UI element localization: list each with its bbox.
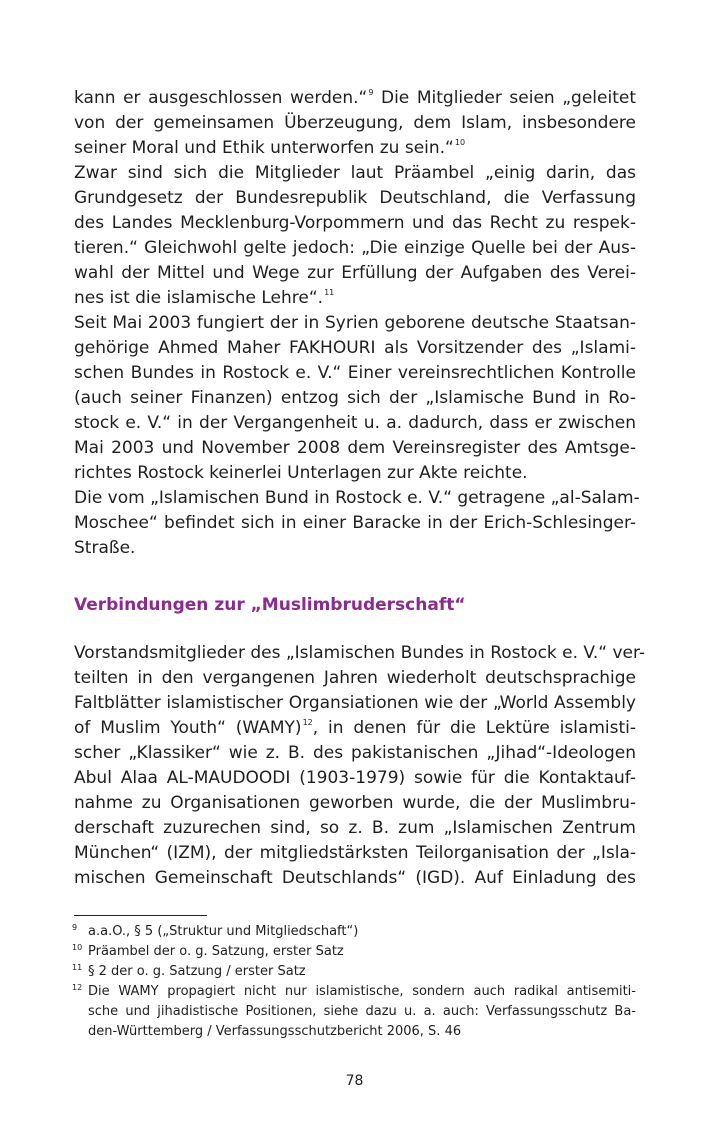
line-text: Straße.: [74, 538, 136, 558]
section-paragraph: [74, 641, 646, 891]
line-text: schen Bundes in Rostock e. V.“ Einer vereinsrechtlichen Kontrolle: [74, 363, 636, 383]
footnote-text: [88, 962, 636, 982]
text-line: [74, 766, 636, 791]
text-line: [74, 336, 636, 361]
page-body: [74, 86, 646, 891]
footnote-text: [88, 982, 636, 1042]
line-text-tail: Die Mitglieder seien „geleitet: [373, 88, 637, 108]
line-text: Mai 2003 und November 2008 dem Vereinsregister des Amtsge-: [74, 438, 636, 458]
text-line: [74, 211, 636, 236]
footnote: [74, 922, 636, 942]
text-line: [74, 461, 636, 486]
line-text: richtes Rostock keinerlei Unterlagen zur Akte reichte.: [74, 463, 528, 483]
line-text-tail: , in denen für die Lektüre islamisti-: [312, 718, 636, 738]
footnote-line: den-Württemberg / Verfassungsschutzbericht 2006, S. 46: [88, 1024, 462, 1039]
line-text: teilten in den vergangenen Jahren wiederholt deutschsprachige: [74, 668, 636, 688]
footnote-ref: 9: [368, 88, 374, 98]
paragraph: [74, 486, 640, 561]
text-line: [74, 866, 636, 891]
text-line: [74, 186, 636, 211]
line-text: des Landes Mecklenburg-Vorpommern und das Recht zu respek-: [74, 213, 636, 233]
footnote-line: Präambel der o. g. Satzung, erster Satz: [88, 944, 344, 959]
text-line: [74, 411, 636, 436]
footnote-line: § 2 der o. g. Satzung / erster Satz: [88, 964, 306, 979]
text-line: [74, 841, 636, 866]
footnote-ref: 10: [454, 138, 466, 148]
line-text: of Muslim Youth“ (WAMY): [74, 718, 302, 738]
paragraph: [74, 161, 636, 311]
line-text: München“ (IZM), der mitgliedstärksten Teilorganisation der „Isla-: [74, 843, 636, 863]
line-text: Abul Alaa AL-MAUDOODI (1903-1979) sowie für die Kontaktauf-: [74, 768, 636, 788]
section-heading: Verbindungen zur „Muslimbruderschaft“: [74, 595, 466, 615]
text-line: [74, 111, 636, 136]
page-number: 78: [345, 1073, 364, 1089]
text-line: [74, 161, 636, 186]
line-text: Seit Mai 2003 fungiert der in Syrien geborene deutsche Staatsan-: [74, 313, 636, 333]
line-text: mischen Gemeinschaft Deutschlands“ (IGD). Auf Einladung des: [74, 868, 636, 888]
line-text: stock e. V.“ in der Vergangenheit u. a. dadurch, dass er zwischen: [74, 413, 636, 433]
footnote-number: 9: [72, 923, 78, 932]
line-text: nes ist die islamische Lehre“.: [74, 288, 324, 308]
line-text: derschaft zuzurechen sind, so z. B. zum „Islamischen Zentrum: [74, 818, 636, 838]
text-line: [74, 261, 636, 286]
footnote: [74, 942, 636, 962]
text-line: [74, 641, 646, 666]
footnote-line: a.a.O., § 5 („Struktur und Mitgliedschaft“): [88, 924, 359, 939]
text-line: [74, 716, 636, 741]
line-text: von der gemeinsamen Überzeugung, dem Islam, insbesondere: [74, 113, 636, 133]
footnote-number: 12: [72, 983, 83, 992]
line-text: wahl der Mittel und Wege zur Erfüllung der Aufgaben des Verei-: [74, 263, 636, 283]
line-text: Faltblätter islamistischer Organsiationen wie der „World Assembly: [74, 693, 636, 713]
footnote-number: 11: [72, 963, 83, 972]
text-line: [74, 666, 636, 691]
footnote-ref: 12: [302, 718, 313, 728]
text-line: [74, 86, 636, 111]
text-line: [74, 436, 636, 461]
line-text: Moschee“ befindet sich in einer Baracke in der Erich-Schlesinger-: [74, 513, 636, 533]
text-line: [74, 511, 636, 536]
text-line: [74, 311, 636, 336]
line-text: kann er ausgeschlossen werden.“: [74, 88, 368, 108]
footnote-text: [88, 922, 636, 942]
text-line: [74, 386, 636, 411]
text-line: [74, 816, 636, 841]
line-text: (auch seiner Finanzen) entzog sich der „Islamische Bund in Ro-: [74, 388, 636, 408]
text-line: [74, 691, 636, 716]
footnote-separator: [74, 915, 207, 916]
footnote-ref: 11: [324, 288, 335, 298]
line-text: gehörige Ahmed Maher FAKHOURI als Vorsitzender des „Islami-: [74, 338, 636, 358]
text-line: [74, 741, 636, 766]
text-line: [74, 486, 640, 511]
footnote-line: Die WAMY propagiert nicht nur islamistische, sondern auch radikal antisemiti-: [88, 984, 636, 999]
line-text: Die vom „Islamischen Bund in Rostock e. V.“ getragene „al-Salam-: [74, 488, 640, 508]
footnote: [74, 982, 636, 1042]
footnote-number: 10: [72, 943, 83, 952]
text-line: [74, 361, 636, 386]
line-text: tieren.“ Gleichwohl gelte jedoch: „Die einzige Quelle bei der Aus-: [74, 238, 636, 258]
paragraph: [74, 86, 636, 161]
paragraph: [74, 311, 636, 486]
line-text: scher „Klassiker“ wie z. B. des pakistanischen „Jihad“-Ideologen: [74, 743, 636, 763]
footnotes: [74, 922, 636, 1042]
text-line: [74, 286, 636, 311]
footnote-line: sche und jihadistische Positionen, siehe dazu u. a. auch: Verfassungsschutz Ba-: [88, 1004, 636, 1019]
text-line: [74, 236, 636, 261]
body-text: [74, 86, 640, 561]
text-line: [74, 791, 636, 816]
line-text: nahme zu Organisationen geworben wurde, die der Muslimbru-: [74, 793, 636, 813]
text-line: [74, 536, 636, 561]
line-text: seiner Moral und Ethik unterworfen zu sein.“: [74, 138, 454, 158]
line-text: Vorstandsmitglieder des „Islamischen Bundes in Rostock e. V.“ ver-: [74, 643, 646, 663]
text-line: [74, 136, 636, 161]
line-text: Grundgesetz der Bundesrepublik Deutschland, die Verfassung: [74, 188, 636, 208]
footnote-text: [88, 942, 636, 962]
footnote: [74, 962, 636, 982]
line-text: Zwar sind sich die Mitglieder laut Präambel „einig darin, das: [74, 163, 636, 183]
